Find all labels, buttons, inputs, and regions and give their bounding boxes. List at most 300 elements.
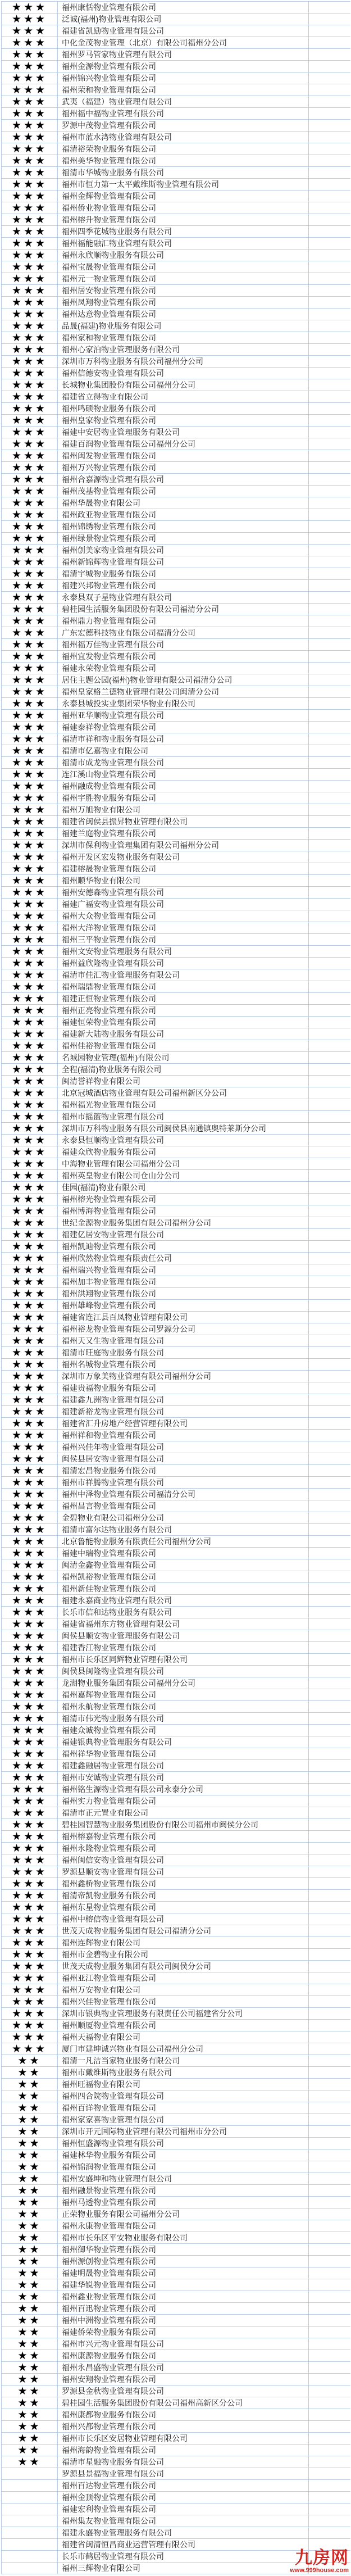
empty-cell — [309, 2409, 350, 2420]
table-row — [2, 226, 350, 238]
company-name: 福州益欣隆物业管理有限公司 — [58, 958, 309, 969]
table-row — [2, 155, 350, 167]
table-row — [2, 1831, 350, 1843]
empty-cell — [309, 745, 350, 756]
company-name: 碧桂园智慧物业服务集团股份有限公司福州市闽侯分公司 — [58, 1819, 309, 1830]
empty-cell — [309, 1064, 350, 1075]
company-name: 罗源县景福物业管理有限公司 — [58, 2468, 309, 2479]
company-name: 福州雄峰物业管理有限公司 — [58, 1300, 309, 1311]
star-rating: ★★★ — [2, 1654, 58, 1665]
star-rating: ★★★ — [2, 922, 58, 933]
company-name: 福建正恒物业管理有限公司 — [58, 993, 309, 1004]
star-rating: ★★★ — [2, 1512, 58, 1523]
star-rating: ★★ — [2, 2433, 58, 2444]
company-name: 福州市戴维斯物业服务有限公司 — [58, 2067, 309, 2078]
star-rating: ★★★ — [2, 191, 58, 202]
star-rating: ★★★ — [2, 226, 58, 237]
table-row — [2, 840, 350, 851]
star-rating: ★★★ — [2, 1489, 58, 1500]
table-row — [2, 910, 350, 922]
table-body — [2, 2, 350, 2574]
star-rating: ★★★ — [2, 1276, 58, 1287]
star-rating: ★★ — [2, 2067, 58, 2078]
company-name: 福州家和物业管理有限公司 — [58, 332, 309, 343]
star-rating: ★★★ — [2, 462, 58, 473]
table-row — [2, 946, 350, 958]
table-row — [2, 1559, 350, 1571]
empty-cell — [309, 722, 350, 733]
company-name: 福州鑫业物业管理有限公司 — [58, 2291, 309, 2302]
empty-cell — [309, 2, 350, 13]
star-rating: ★★★ — [2, 1500, 58, 1512]
table-row — [2, 1713, 350, 1725]
star-rating: ★★★ — [2, 1418, 58, 1429]
table-row — [2, 2504, 350, 2515]
table-row — [2, 781, 350, 792]
star-rating: ★★★ — [2, 1123, 58, 1134]
empty-cell — [309, 2102, 350, 2114]
empty-cell — [309, 2220, 350, 2232]
company-name: 福州恒盛源物业管理有限公司 — [58, 2138, 309, 2149]
table-row — [2, 969, 350, 981]
star-rating: ★★★ — [2, 851, 58, 863]
company-name: 福州祥和物业管理有限公司 — [58, 1430, 309, 1441]
company-name: 福建贵福物业服务有限公司 — [58, 1382, 309, 1394]
empty-cell — [309, 592, 350, 603]
company-name: 福清市伟光物业服务有限公司 — [58, 1713, 309, 1724]
table-row — [2, 639, 350, 651]
table-row — [2, 84, 350, 96]
company-name: 佳园(福清)物业有限公司 — [58, 1182, 309, 1193]
star-rating — [2, 2515, 58, 2527]
company-name: 福州永欣顺物业服务有限公司 — [58, 250, 309, 261]
company-name: 永泰县双子星物业管理有限公司 — [58, 592, 309, 603]
company-name: 福州四季花城物业服务有限公司 — [58, 226, 309, 237]
star-rating: ★★★ — [2, 1890, 58, 1901]
star-rating: ★★★ — [2, 2031, 58, 2043]
table-row — [2, 710, 350, 722]
company-name: 福州新锦辉物业管理有限公司 — [58, 556, 309, 568]
empty-cell — [309, 1819, 350, 1830]
table-row — [2, 1689, 350, 1701]
company-name: 福州万旭物业有限公司 — [58, 804, 309, 815]
company-name: 福州达意物业管理有限公司 — [58, 309, 309, 320]
star-rating: ★★★ — [2, 1807, 58, 1818]
empty-cell — [309, 568, 350, 579]
company-name: 福建林华物业服务有限公司 — [58, 2149, 309, 2161]
company-name: 福建众诚物业管理有限公司 — [58, 1725, 309, 1736]
star-rating: ★★★ — [2, 1713, 58, 1724]
table-row — [2, 2397, 350, 2409]
company-name: 福州正亮物业管理有限公司 — [58, 1005, 309, 1016]
star-rating: ★★★ — [2, 899, 58, 910]
company-name: 福州政亚物业管理有限公司 — [58, 509, 309, 520]
star-rating: ★★★ — [2, 1843, 58, 1854]
table-row — [2, 474, 350, 486]
empty-cell — [309, 733, 350, 745]
star-rating: ★★ — [2, 2303, 58, 2314]
company-name: 厦门市建坤诚兴物业有限公司福州分公司 — [58, 2043, 309, 2055]
empty-cell — [309, 1949, 350, 1960]
empty-cell — [309, 1913, 350, 1925]
table-row — [2, 2362, 350, 2374]
empty-cell — [309, 438, 350, 450]
company-name: 福州凯迪物业管理有限公司 — [58, 1241, 309, 1252]
star-rating: ★★★ — [2, 816, 58, 827]
company-name: 福州亚江物业管理有限公司 — [58, 1972, 309, 1984]
empty-cell — [309, 320, 350, 332]
empty-cell — [309, 2256, 350, 2267]
star-rating: ★★★ — [2, 710, 58, 721]
empty-cell — [309, 1595, 350, 1606]
table-row — [2, 1854, 350, 1866]
table-row — [2, 757, 350, 769]
company-name: 深圳市开元国际物业管理有限公司福州市分公司 — [58, 2126, 309, 2137]
star-rating: ★★★ — [2, 1441, 58, 1453]
empty-cell — [309, 1701, 350, 1712]
empty-cell — [309, 1500, 350, 1512]
star-rating — [2, 2468, 58, 2479]
table-row — [2, 238, 350, 250]
table-row — [2, 1878, 350, 1890]
company-name: 福州宝晟物业管理有限公司 — [58, 261, 309, 273]
company-name: 福清市华城物业服务有限公司 — [58, 167, 309, 178]
star-rating: ★★★ — [2, 2, 58, 13]
table-row — [2, 1076, 350, 1087]
star-rating: ★★★ — [2, 1571, 58, 1582]
table-row — [2, 356, 350, 368]
star-rating: ★★★ — [2, 403, 58, 414]
star-rating: ★★★ — [2, 1005, 58, 1016]
table-row — [2, 2374, 350, 2385]
table-row — [2, 2079, 350, 2090]
star-rating: ★★★ — [2, 604, 58, 615]
table-row — [2, 2279, 350, 2291]
star-rating: ★★★ — [2, 1689, 58, 1700]
table-row — [2, 1972, 350, 1984]
empty-cell — [309, 1878, 350, 1889]
star-rating: ★★★ — [2, 651, 58, 662]
company-name: 福建宏利物业管理有限公司 — [58, 2504, 309, 2515]
company-name: 福州祥华物业管理有限公司 — [58, 1748, 309, 1759]
empty-cell — [309, 1170, 350, 1181]
company-name: 福州大洋物业管理有限公司 — [58, 922, 309, 933]
table-row — [2, 1595, 350, 1607]
star-rating: ★★★ — [2, 155, 58, 166]
empty-cell — [309, 1630, 350, 1641]
empty-cell — [309, 1111, 350, 1122]
company-name: 福州心家泊物业管理服务有限公司 — [58, 344, 309, 355]
empty-cell — [309, 792, 350, 804]
company-name: 福建省连江县百凤物业管理有限公司 — [58, 1312, 309, 1323]
company-name: 福州市长乐区同辉物业管理有限公司 — [58, 1654, 309, 1665]
empty-cell — [309, 1371, 350, 1382]
company-name: 闽清金鑫物业管理有限公司 — [58, 1559, 309, 1571]
star-rating: ★★ — [2, 2362, 58, 2373]
empty-cell — [309, 887, 350, 898]
table-row — [2, 1217, 350, 1229]
company-name: 福州东星物业管理有限公司 — [58, 1902, 309, 1913]
star-rating: ★★ — [2, 2055, 58, 2066]
empty-cell — [309, 1642, 350, 1653]
star-rating: ★★★ — [2, 285, 58, 296]
empty-cell — [309, 2385, 350, 2397]
star-rating: ★★★ — [2, 37, 58, 48]
company-name: 福州凤翔物业管理有限公司 — [58, 297, 309, 308]
star-rating: ★★★ — [2, 1536, 58, 1547]
table-row — [2, 1312, 350, 1323]
watermark-logo: 九房网 — [295, 2548, 349, 2568]
company-name: 福州御华物业管理有限公司 — [58, 2244, 309, 2255]
company-name: 福建永嘉商业物业管理有限公司 — [58, 1595, 309, 1606]
table-row — [2, 698, 350, 710]
table-row — [2, 1489, 350, 1500]
star-rating: ★★★ — [2, 533, 58, 544]
empty-cell — [309, 486, 350, 497]
company-name: 品晟(福建)物业服务有限公司 — [58, 320, 309, 332]
empty-cell — [309, 309, 350, 320]
table-row — [2, 1937, 350, 1949]
star-rating: ★★★ — [2, 663, 58, 674]
table-row — [2, 1099, 350, 1111]
company-name: 福建侨荣物业服务有限公司 — [58, 2326, 309, 2338]
company-name: 福州闽信安物业管理有限公司 — [58, 1854, 309, 1866]
company-name: 闽清誉祥物业有限公司 — [58, 1076, 309, 1087]
watermark-url: www.999house.com — [290, 2567, 349, 2574]
table-row — [2, 2149, 350, 2161]
table-row — [2, 674, 350, 686]
empty-cell — [309, 1158, 350, 1169]
empty-cell — [309, 1524, 350, 1535]
empty-cell — [309, 1784, 350, 1795]
company-name: 福州市金碧物业有限公司 — [58, 1949, 309, 1960]
star-rating: ★★★ — [2, 84, 58, 96]
company-name: 深圳市万象美物业管理有限公司福州分公司 — [58, 1371, 309, 1382]
table-row — [2, 1902, 350, 1913]
star-rating: ★★★ — [2, 722, 58, 733]
company-name: 深圳市万科物业服务有限公司福州分公司 — [58, 356, 309, 367]
star-rating — [2, 2527, 58, 2538]
empty-cell — [309, 332, 350, 343]
empty-cell — [309, 2338, 350, 2350]
empty-cell — [309, 13, 350, 25]
table-row — [2, 2161, 350, 2173]
empty-cell — [309, 1406, 350, 1417]
table-row — [2, 2256, 350, 2267]
company-name: 福州创美家物业管理有限公司 — [58, 545, 309, 556]
star-rating: ★★ — [2, 2385, 58, 2397]
star-rating: ★★★ — [2, 379, 58, 391]
company-name: 福建省闽清恒昌商业运营管理有限公司 — [58, 2539, 309, 2550]
empty-cell — [309, 37, 350, 48]
table-row — [2, 1795, 350, 1807]
empty-cell — [309, 2303, 350, 2314]
company-name: 福州榕嘉物业管理有限公司 — [58, 1831, 309, 1842]
empty-cell — [309, 1076, 350, 1087]
empty-cell — [309, 993, 350, 1004]
empty-cell — [309, 1984, 350, 1996]
table-row — [2, 580, 350, 592]
company-name: 福州市恒力第一太平戴维斯物业管理有限公司 — [58, 179, 309, 190]
star-rating: ★★★ — [2, 1453, 58, 1464]
company-name: 福州市安诚物业管理有限公司 — [58, 1772, 309, 1783]
table-row — [2, 427, 350, 438]
empty-cell — [309, 1394, 350, 1405]
star-rating: ★★★ — [2, 1158, 58, 1169]
company-name: 福州市祥腾物业管理有限公司 — [58, 1477, 309, 1488]
company-name: 福州欣然物业管理有限责任公司 — [58, 1253, 309, 1264]
empty-cell — [309, 2456, 350, 2468]
star-rating: ★★★ — [2, 167, 58, 178]
table-row — [2, 1323, 350, 1335]
table-row — [2, 2102, 350, 2114]
empty-cell — [309, 427, 350, 438]
table-row — [2, 2173, 350, 2185]
table-row — [2, 1205, 350, 1217]
company-name: 永泰县恒顺物业管理有限公司 — [58, 1135, 309, 1146]
star-rating: ★★★ — [2, 1961, 58, 1972]
star-rating: ★★★ — [2, 1241, 58, 1252]
empty-cell — [309, 1430, 350, 1441]
star-rating: ★★★ — [2, 769, 58, 780]
company-name: 福州家家喜物业管理有限公司 — [58, 2114, 309, 2125]
empty-cell — [309, 934, 350, 945]
company-name: 福州永康物业管理有限公司 — [58, 2220, 309, 2232]
empty-cell — [309, 710, 350, 721]
star-rating: ★★ — [2, 2220, 58, 2232]
empty-cell — [309, 899, 350, 910]
star-rating: ★★★ — [2, 1312, 58, 1323]
star-rating: ★★★ — [2, 1595, 58, 1606]
table-row — [2, 72, 350, 84]
company-name: 福州市兴元物业管理有限公司 — [58, 2338, 309, 2350]
empty-cell — [309, 533, 350, 544]
company-name: 福州百迅物业管理有限公司 — [58, 2303, 309, 2314]
star-rating: ★★★ — [2, 1465, 58, 1476]
empty-cell — [309, 674, 350, 686]
star-rating: ★★★ — [2, 840, 58, 851]
star-rating: ★★★ — [2, 969, 58, 981]
empty-cell — [309, 2504, 350, 2515]
empty-cell — [309, 1182, 350, 1193]
star-rating — [2, 2480, 58, 2491]
company-name: 闽侯县顺安物业管理服务有限公司 — [58, 1630, 309, 1641]
empty-cell — [309, 1005, 350, 1016]
empty-cell — [309, 1229, 350, 1240]
table-row — [2, 1465, 350, 1477]
table-row — [2, 1961, 350, 1972]
table-row — [2, 1182, 350, 1194]
company-name: 福州中榕信物业管理有限公司 — [58, 1913, 309, 1925]
company-name: 福州市摇篮物业管理有限公司 — [58, 1111, 309, 1122]
star-rating: ★★★ — [2, 450, 58, 461]
company-name: 福州康源物业服务有限公司 — [58, 2350, 309, 2361]
company-name: 福州鼎力物业管理有限公司 — [58, 615, 309, 627]
table-row — [2, 1241, 350, 1253]
company-name: 福州锦润物业管理有限公司 — [58, 2161, 309, 2173]
table-row — [2, 403, 350, 415]
table-row — [2, 2527, 350, 2539]
empty-cell — [309, 2126, 350, 2137]
table-row — [2, 2480, 350, 2492]
empty-cell — [309, 1335, 350, 1346]
table-row — [2, 2055, 350, 2067]
empty-cell — [309, 2433, 350, 2444]
star-rating: ★★ — [2, 2326, 58, 2338]
empty-cell — [309, 1772, 350, 1783]
star-rating: ★★★ — [2, 1347, 58, 1358]
company-name: 福建香江物业管理有限公司 — [58, 1642, 309, 1653]
empty-cell — [309, 1677, 350, 1689]
table-row — [2, 2468, 350, 2480]
company-name: 福州三辉物业有限公司 — [58, 2563, 309, 2574]
empty-cell — [309, 2468, 350, 2479]
star-rating: ★★★ — [2, 887, 58, 898]
star-rating: ★★★ — [2, 415, 58, 426]
star-rating: ★★★ — [2, 934, 58, 945]
empty-cell — [309, 285, 350, 296]
company-name: 福建鑫融居物业管理有限公司 — [58, 1760, 309, 1771]
star-rating: ★★★ — [2, 344, 58, 355]
star-rating: ★★ — [2, 2445, 58, 2456]
table-row — [2, 1548, 350, 1559]
star-rating: ★★ — [2, 2421, 58, 2432]
empty-cell — [309, 1205, 350, 1217]
star-rating: ★★★ — [2, 1548, 58, 1559]
table-row — [2, 1701, 350, 1713]
empty-cell — [309, 2350, 350, 2361]
company-name: 福建广福安物业管理有限公司 — [58, 899, 309, 910]
company-name: 福州安德森物业管理有限公司 — [58, 887, 309, 898]
company-name: 福建新裕龙物业管理有限公司 — [58, 1406, 309, 1417]
company-name: 福州百详物业管理有限公司 — [58, 2102, 309, 2114]
star-rating: ★★★ — [2, 781, 58, 792]
company-name: 福清帝凯物业服务有限公司 — [58, 1890, 309, 1901]
company-name: 福州福中福物业管理有限公司 — [58, 108, 309, 119]
company-name: 福州顺厦物业管理有限公司 — [58, 2020, 309, 2031]
table-row — [2, 1017, 350, 1028]
company-name: 福州铭生源物业管理有限公司永泰分公司 — [58, 1784, 309, 1795]
star-rating: ★★ — [2, 2149, 58, 2161]
company-name: 福建省汇升房地产经营管理有限公司 — [58, 1418, 309, 1429]
table-row — [2, 993, 350, 1005]
company-name: 福州昌言物业管理有限公司 — [58, 1500, 309, 1512]
company-name: 福州加丰物业管理有限公司 — [58, 1276, 309, 1287]
empty-cell — [309, 2090, 350, 2102]
star-rating: ★★★ — [2, 1406, 58, 1417]
company-name: 福州新佳物业管理有限公司 — [58, 1583, 309, 1594]
table-row — [2, 651, 350, 663]
star-rating: ★★ — [2, 2267, 58, 2279]
star-rating: ★★★ — [2, 332, 58, 343]
star-rating: ★★★ — [2, 497, 58, 509]
star-rating: ★★★ — [2, 1394, 58, 1405]
empty-cell — [309, 1241, 350, 1252]
table-row — [2, 2220, 350, 2232]
table-row — [2, 2126, 350, 2138]
empty-cell — [309, 1654, 350, 1665]
company-name: 长城物业集团股份有限公司福州分公司 — [58, 379, 309, 391]
company-name: 武夷（福建）物业管理有限公司 — [58, 96, 309, 107]
table-row — [2, 745, 350, 757]
star-rating: ★★★ — [2, 1902, 58, 1913]
company-name: 福州兴佳物业管理有限公司 — [58, 1996, 309, 2007]
company-name: 福建省闽侯县振昇物业管理有限公司 — [58, 816, 309, 827]
table-row — [2, 2008, 350, 2020]
empty-cell — [309, 2232, 350, 2243]
table-row — [2, 1984, 350, 1996]
star-rating: ★★★ — [2, 120, 58, 131]
